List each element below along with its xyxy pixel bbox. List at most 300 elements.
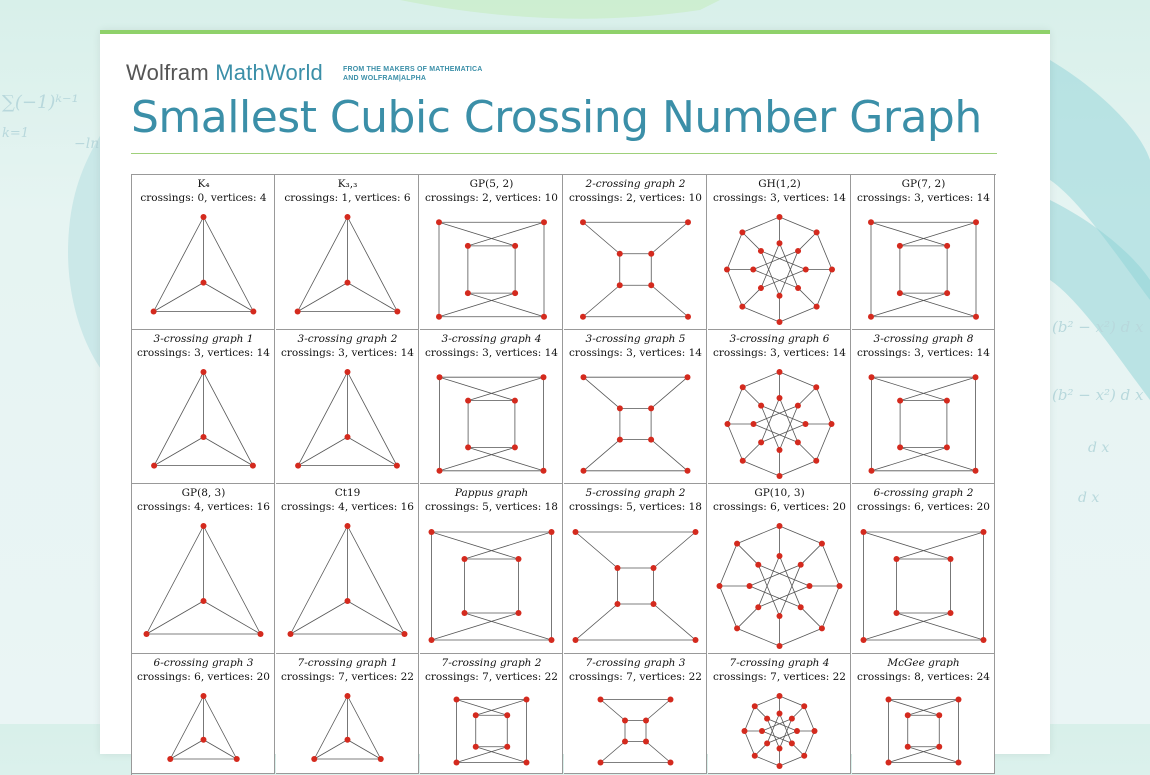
graph-vertex (201, 434, 207, 440)
graph-cell-7-crossing-graph-4[interactable] (708, 654, 851, 774)
graph-cell-7-crossing-graph-3[interactable] (564, 654, 707, 774)
graph-edge (745, 706, 755, 731)
graph-vertex (758, 403, 764, 409)
graph-vertex (465, 243, 471, 249)
graph-edge (727, 270, 742, 307)
graph-vertex (755, 604, 761, 610)
graph-stats: crossings: 6, vertices: 20 (857, 501, 990, 513)
graph-edge (651, 377, 687, 408)
graph-stats: crossings: 5, vertices: 18 (425, 501, 558, 513)
graph-vertex (541, 314, 547, 320)
graph-edge (727, 232, 742, 269)
graph-edge (457, 700, 508, 716)
graph-vertex (258, 631, 264, 637)
graph-edge (822, 586, 840, 628)
graph-edge (780, 307, 817, 322)
graph-vertex (643, 739, 649, 745)
graph-vertex (747, 583, 753, 589)
graph-vertex (734, 625, 740, 631)
graph-name: 7-crossing graph 4 (729, 657, 830, 669)
graph-edge (816, 424, 831, 461)
graph-cell-3-crossing-graph-1[interactable] (132, 330, 275, 484)
graph-vertex (777, 711, 783, 717)
graph-vertex (651, 565, 657, 571)
graph-vertex (777, 693, 783, 699)
graph-cell-ct19[interactable] (276, 484, 419, 654)
graph-vertex (524, 760, 530, 766)
graph-vertex (617, 437, 623, 443)
graph-edge (737, 607, 758, 628)
graph-vertex (378, 756, 384, 762)
graph-edge (576, 604, 618, 640)
graph-vertex (622, 718, 628, 724)
graph-vertex (288, 631, 294, 637)
graph-stats: crossings: 6, vertices: 20 (137, 671, 270, 683)
graph-edge (817, 270, 832, 307)
graph-vertex (777, 293, 783, 299)
graph-edge (889, 700, 940, 716)
graph-edge (737, 628, 779, 646)
graph-vertex (794, 728, 800, 734)
graph-vertex (651, 601, 657, 607)
graph-vertex (437, 468, 443, 474)
graph-edge (780, 756, 805, 766)
graph-vertex (250, 463, 256, 469)
graph-edge (457, 747, 508, 763)
graph-stats: crossings: 3, vertices: 14 (137, 347, 270, 359)
graph-vertex (615, 601, 621, 607)
graph-vertex (724, 267, 730, 273)
graph-edge (601, 742, 626, 763)
graph-edge (864, 532, 951, 559)
site-tagline (343, 65, 483, 83)
graph-edge (465, 613, 552, 640)
graph-vertex (504, 712, 510, 718)
graph-vertex (201, 598, 207, 604)
graph-stats: crossings: 3, vertices: 14 (569, 347, 702, 359)
graph-vertex (777, 553, 783, 559)
graph-vertex (777, 523, 783, 529)
graph-vertex (777, 473, 783, 479)
graph-vertex (512, 444, 518, 450)
graph-cell-mcgee-graph[interactable] (852, 654, 995, 774)
graph-edge (900, 293, 976, 317)
graph-vertex (668, 697, 674, 703)
graph-vertex (798, 604, 804, 610)
graph-stats: crossings: 7, vertices: 22 (569, 671, 702, 683)
graph-cell-gp-5-2[interactable] (420, 175, 563, 330)
graph-edge (743, 461, 780, 476)
graph-edge (584, 440, 620, 471)
graph-edge (798, 232, 817, 251)
graph-name: 2-crossing graph 2 (585, 178, 686, 190)
graph-vertex (814, 304, 820, 310)
graph-name: 3-crossing graph 2 (297, 333, 398, 345)
graph-cell-3-crossing-graph-2[interactable] (276, 330, 419, 484)
graph-cell-5-crossing-graph-2[interactable] (564, 484, 707, 654)
graph-vertex (345, 737, 351, 743)
graph-name: 7-crossing graph 3 (585, 657, 686, 669)
graph-vertex (739, 229, 745, 235)
graph-name: 3-crossing graph 6 (729, 333, 830, 345)
graph-vertex (803, 421, 809, 427)
graph-edge (743, 372, 780, 387)
graph-vertex (813, 458, 819, 464)
graph-vertex (897, 290, 903, 296)
graph-edge (755, 756, 780, 766)
graph-vertex (345, 280, 351, 286)
logo-mathworld-text: MathWorld (215, 60, 323, 85)
graph-name: 6-crossing graph 2 (873, 487, 974, 499)
graph-vertex (622, 739, 628, 745)
bg-formula: (b² − x²) d x (1052, 318, 1144, 336)
graph-vertex (829, 421, 835, 427)
graph-vertex (944, 243, 950, 249)
graph-edge (576, 532, 618, 568)
graph-vertex (837, 583, 843, 589)
graph-cell-k[interactable] (276, 175, 419, 330)
graph-edge (742, 307, 779, 322)
graph-vertex (454, 760, 460, 766)
graph-vertex (813, 384, 819, 390)
graph-stats: crossings: 3, vertices: 14 (425, 347, 558, 359)
site-logo[interactable] (126, 60, 323, 86)
graph-vertex (465, 398, 471, 404)
graph-vertex (512, 290, 518, 296)
graph-vertex (758, 285, 764, 291)
graph-edge (476, 747, 527, 763)
graph-edge (816, 387, 831, 424)
graph-vertex (734, 541, 740, 547)
graph-vertex (250, 309, 256, 315)
graph-vertex (973, 219, 979, 225)
graph-cell-3-crossing-graph-6[interactable] (708, 330, 851, 484)
graph-vertex (201, 693, 207, 699)
graph-vertex (759, 728, 765, 734)
bg-formula: ∑(−1)ᵏ⁻¹ (2, 92, 79, 113)
bg-formula: −ln (74, 136, 100, 152)
graph-vertex (345, 693, 351, 699)
graph-vertex (981, 529, 987, 535)
graph-vertex (755, 562, 761, 568)
graph-stats: crossings: 0, vertices: 4 (140, 192, 267, 204)
graph-vertex (345, 214, 351, 220)
graph-vertex (151, 463, 157, 469)
graph-name: GH(1,2) (758, 178, 801, 190)
graph-vertex (201, 369, 207, 375)
graph-name: 5-crossing graph 2 (585, 487, 686, 499)
graph-vertex (894, 610, 900, 616)
graph-vertex (465, 444, 471, 450)
graph-edge (583, 285, 620, 317)
graph-vertex (617, 282, 623, 288)
graph-vertex (740, 458, 746, 464)
graph-edge (654, 604, 696, 640)
graph-vertex (295, 309, 301, 315)
graph-vertex (897, 398, 903, 404)
graph-edge (440, 447, 515, 470)
graph-edge (583, 222, 620, 254)
bg-formula: k=1 (2, 126, 30, 141)
graph-vertex (725, 421, 731, 427)
graph-edge (798, 288, 817, 307)
graph-vertex (234, 756, 240, 762)
graph-vertex (402, 631, 408, 637)
graph-vertex (573, 637, 579, 643)
graph-stats: crossings: 8, vertices: 24 (857, 671, 990, 683)
graph-name: K₄ (197, 178, 210, 190)
logo-wolfram-text: Wolfram (126, 60, 209, 85)
graph-stats: crossings: 5, vertices: 18 (569, 501, 702, 513)
graph-vertex (764, 716, 770, 722)
graph-vertex (973, 374, 979, 380)
graph-vertex (512, 398, 518, 404)
graph-vertex (549, 637, 555, 643)
graph-edge (654, 532, 696, 568)
graph-edge (737, 544, 758, 565)
graph-vertex (465, 290, 471, 296)
graph-edge (871, 293, 947, 317)
graph-cell-6-crossing-graph-3[interactable] (132, 654, 275, 774)
graph-vertex (798, 562, 804, 568)
graph-vertex (807, 583, 813, 589)
bg-formula: (b² − x²) d x (1052, 386, 1144, 404)
graph-vertex (693, 637, 699, 643)
graph-edge (780, 461, 817, 476)
graph-vertex (693, 529, 699, 535)
graph-vertex (648, 282, 654, 288)
graph-vertex (752, 703, 758, 709)
graph-vertex (752, 753, 758, 759)
graph-vertex (462, 610, 468, 616)
graph-edge (440, 377, 515, 400)
graph-vertex (777, 214, 783, 220)
graph-stats: crossings: 7, vertices: 22 (713, 671, 846, 683)
graph-name: GP(7, 2) (901, 178, 946, 190)
graph-cell-gh-1-2[interactable] (708, 175, 851, 330)
graph-edge (780, 526, 822, 544)
bg-formula: d x (1088, 440, 1110, 456)
graph-vertex (795, 248, 801, 254)
graph-name: 6-crossing graph 3 (153, 657, 254, 669)
graph-edge (468, 293, 544, 317)
graph-cell-6-crossing-graph-2[interactable] (852, 484, 995, 654)
graph-edge (646, 742, 671, 763)
graph-stats: crossings: 7, vertices: 22 (425, 671, 558, 683)
graph-vertex (617, 251, 623, 257)
graph-vertex (905, 712, 911, 718)
graph-edge (745, 731, 755, 756)
graph-edge (743, 387, 761, 405)
graph-vertex (956, 760, 962, 766)
graph-cell-pappus-graph[interactable] (420, 484, 563, 654)
graph-vertex (956, 697, 962, 703)
graph-edge (476, 700, 527, 716)
graph-edge (871, 222, 947, 246)
graph-stats: crossings: 3, vertices: 14 (713, 347, 846, 359)
graph-stats: crossings: 6, vertices: 20 (713, 501, 846, 513)
graph-cell-7-crossing-graph-1[interactable] (276, 654, 419, 774)
graph-edge (742, 217, 779, 232)
graph-edge (737, 526, 779, 544)
graph-cell-3-crossing-graph-4[interactable] (420, 330, 563, 484)
graph-edge (900, 447, 975, 470)
graph-vertex (944, 290, 950, 296)
graph-vertex (869, 468, 875, 474)
graph-vertex (648, 251, 654, 257)
graph-edge (780, 628, 822, 646)
graph-edge (780, 217, 817, 232)
graph-vertex (394, 309, 400, 315)
graph-vertex (795, 439, 801, 445)
graph-vertex (869, 374, 875, 380)
graph-cell-7-crossing-graph-2[interactable] (420, 654, 563, 774)
graph-vertex (750, 267, 756, 273)
graph-vertex (894, 556, 900, 562)
graph-vertex (777, 763, 783, 769)
graph-vertex (777, 643, 783, 649)
graph-vertex (648, 405, 654, 411)
graph-vertex (581, 468, 587, 474)
graph-vertex (814, 229, 820, 235)
graph-edge (780, 696, 805, 706)
graph-stats: crossings: 3, vertices: 14 (857, 192, 990, 204)
graph-vertex (311, 756, 317, 762)
graph-name: GP(10, 3) (754, 487, 805, 499)
graph-stats: crossings: 1, vertices: 6 (284, 192, 411, 204)
graph-edge (439, 222, 515, 246)
page-title: Smallest Cubic Crossing Number Graph (131, 92, 982, 143)
graph-vertex (668, 760, 674, 766)
graph-vertex (295, 463, 301, 469)
graph-edge (897, 613, 984, 640)
graph-vertex (981, 637, 987, 643)
graph-cell-k[interactable] (132, 175, 275, 330)
graph-vertex (473, 744, 479, 750)
graph-edge (801, 544, 822, 565)
graph-vertex (905, 744, 911, 750)
graph-vertex (643, 718, 649, 724)
graph-vertex (685, 468, 691, 474)
graph-edge (468, 222, 544, 246)
graph-edge (601, 700, 626, 721)
graph-vertex (777, 447, 783, 453)
graph-vertex (944, 398, 950, 404)
graph-vertex (580, 314, 586, 320)
article-card (100, 30, 1050, 754)
graph-edge (864, 613, 951, 640)
graph-vertex (973, 468, 979, 474)
graph-vertex (685, 374, 691, 380)
graph-vertex (777, 395, 783, 401)
graph-vertex (803, 267, 809, 273)
graph-vertex (861, 529, 867, 535)
graph-edge (742, 288, 761, 307)
graph-vertex (758, 439, 764, 445)
graph-stats: crossings: 4, vertices: 16 (281, 501, 414, 513)
graph-cell-3-crossing-graph-5[interactable] (564, 330, 707, 484)
graph-vertex (897, 444, 903, 450)
graph-vertex (454, 697, 460, 703)
graph-edge (651, 285, 688, 317)
graph-edge (468, 377, 543, 400)
graph-edge (728, 424, 743, 461)
graph-edge (780, 372, 817, 387)
graph-edge (651, 222, 688, 254)
graph-vertex (516, 610, 522, 616)
graph-stats: crossings: 2, vertices: 10 (425, 192, 558, 204)
graph-vertex (144, 631, 150, 637)
graph-stats: crossings: 2, vertices: 10 (569, 192, 702, 204)
graph-vertex (936, 712, 942, 718)
graph-stats: crossings: 3, vertices: 14 (281, 347, 414, 359)
graph-name: 7-crossing graph 2 (441, 657, 542, 669)
graph-vertex (795, 285, 801, 291)
graph-vertex (819, 625, 825, 631)
graph-name: GP(5, 2) (469, 178, 514, 190)
graph-edge (743, 442, 761, 460)
graph-vertex (764, 740, 770, 746)
graph-vertex (897, 243, 903, 249)
graph-vertex (581, 374, 587, 380)
graph-name: 3-crossing graph 4 (441, 333, 542, 345)
graph-vertex (615, 565, 621, 571)
graph-vertex (201, 737, 207, 743)
graph-cell-gp-8-3[interactable] (132, 484, 275, 654)
graph-vertex (516, 556, 522, 562)
graph-name: K₃,₃ (337, 178, 358, 190)
graph-edge (720, 544, 738, 586)
graph-vertex (944, 444, 950, 450)
graph-vertex (777, 319, 783, 325)
graph-vertex (598, 697, 604, 703)
graph-cell-2-crossing-graph-2[interactable] (564, 175, 707, 330)
graph-vertex (868, 314, 874, 320)
graph-vertex (473, 712, 479, 718)
graph-vertex (829, 267, 835, 273)
graph-stats: crossings: 3, vertices: 14 (713, 192, 846, 204)
graph-edge (651, 440, 687, 471)
graph-vertex (685, 219, 691, 225)
graph-vertex (504, 744, 510, 750)
graph-vertex (394, 463, 400, 469)
graph-cell-gp-10-3[interactable] (708, 484, 851, 654)
graph-edge (465, 532, 552, 559)
graph-vertex (541, 374, 547, 380)
graph-name: Pappus graph (454, 487, 529, 499)
graph-vertex (462, 556, 468, 562)
graph-name: GP(8, 3) (181, 487, 226, 499)
graph-edge (439, 293, 515, 317)
graph-vertex (167, 756, 173, 762)
graph-cell-3-crossing-graph-8[interactable] (852, 330, 995, 484)
graph-stats: crossings: 7, vertices: 22 (281, 671, 414, 683)
graph-name: 3-crossing graph 1 (153, 333, 254, 345)
graph-vertex (151, 309, 157, 315)
graph-vertex (541, 219, 547, 225)
graph-vertex (617, 405, 623, 411)
graph-vertex (777, 240, 783, 246)
graph-vertex (861, 637, 867, 643)
graph-cell-gp-7-2[interactable] (852, 175, 995, 330)
graph-edge (908, 747, 959, 763)
graph-vertex (512, 243, 518, 249)
graph-edge (804, 706, 814, 731)
graph-edge (432, 613, 519, 640)
graph-stats: crossings: 3, vertices: 14 (857, 347, 990, 359)
graph-vertex (201, 523, 207, 529)
graph-vertex (429, 637, 435, 643)
